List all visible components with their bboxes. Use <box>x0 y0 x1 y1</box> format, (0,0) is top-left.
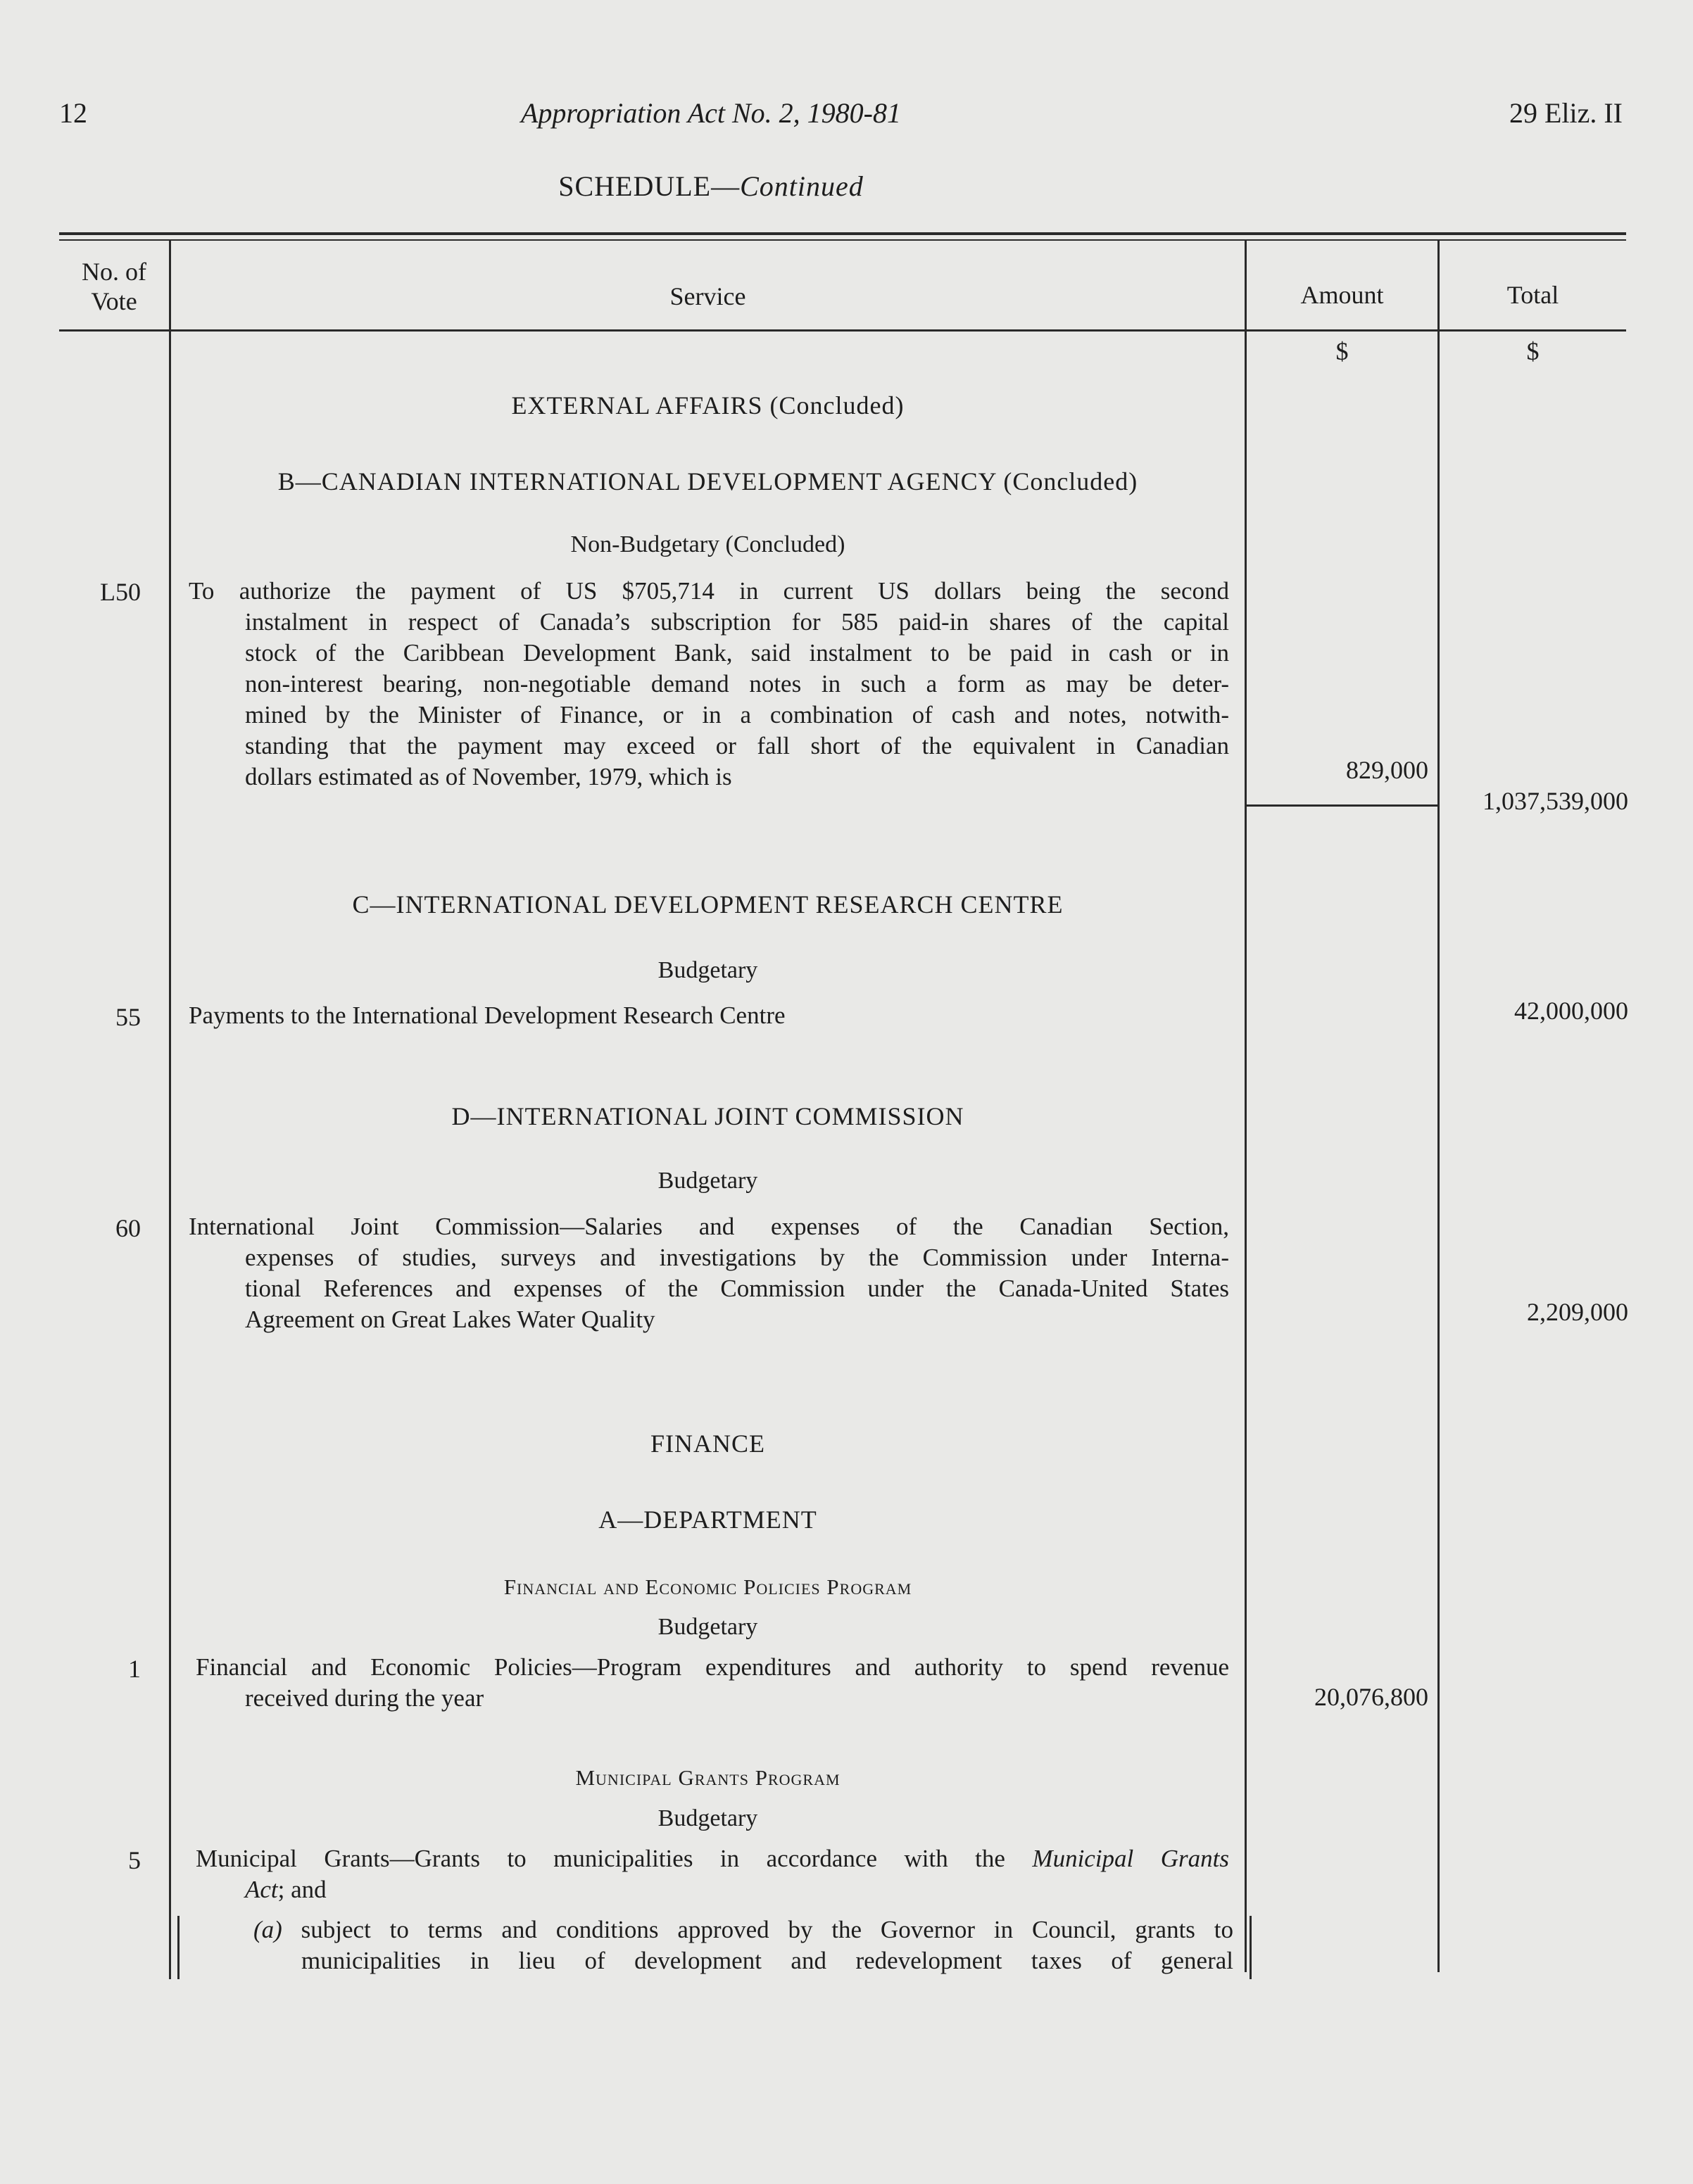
subheading-budgetary: Budgetary <box>657 1168 758 1194</box>
page-number: 12 <box>59 97 87 129</box>
vote-l50-line: To authorize the payment of US $705,714 in current US dollars being the second <box>189 577 1229 605</box>
subheading-budgetary: Budgetary <box>657 957 758 983</box>
vote-1-last-text: received during the year <box>245 1684 484 1712</box>
vote-number-55: 55 <box>115 1003 141 1031</box>
vote-l50-text <box>189 576 1229 793</box>
header-bottom-rule <box>59 329 1626 332</box>
vote-60-line: tional References and expenses of the Commission under the Canada-United States <box>245 1275 1229 1302</box>
vote-l50-last-line <box>189 762 1229 793</box>
item-a-line1-text: subject to terms and conditions approved by the Governor in Council, grants to <box>301 1916 1234 1943</box>
vote-1-amount: 20,076,800 <box>1314 1683 1428 1711</box>
vote-l50-line: mined by the Minister of Finance, or in a combination of cash and notes, notwith- <box>245 701 1229 728</box>
vote-5-act-word: Act <box>245 1876 278 1903</box>
subheading-budgetary: Budgetary <box>657 1805 758 1831</box>
vote-5-item-a-line: municipalities in lieu of development and redevelopment taxes of general <box>301 1947 1233 1974</box>
vote-55-line-text: Payments to the International Development Research Centre <box>189 1002 786 1029</box>
schedule-heading <box>0 170 1422 203</box>
amount-left-divider <box>1245 241 1247 1972</box>
vote-55-total: 42,000,000 <box>1514 997 1628 1025</box>
vote-60-line: International Joint Commission—Salaries and expenses of the Canadian Section, <box>189 1213 1229 1240</box>
vote-number-60: 60 <box>115 1214 141 1242</box>
vote-60-text <box>189 1211 1229 1335</box>
vote-l50-line: standing that the payment may exceed or fall short of the equivalent in Canadian <box>245 732 1229 759</box>
table-top-rule <box>59 232 1626 235</box>
section-heading-idrc: C—INTERNATIONAL DEVELOPMENT RESEARCH CENTRE <box>352 890 1064 919</box>
vote-l50-line: instalment in respect of Canada’s subscription for 585 paid-in shares of the capital <box>245 608 1229 636</box>
section-heading-finance: FINANCE <box>650 1429 765 1458</box>
vote-5-item-a <box>253 1914 1233 1976</box>
vote-l50-total: 1,037,539,000 <box>1483 787 1628 815</box>
vote-number-1: 1 <box>128 1655 141 1683</box>
vote-5-line2-rest: ; and <box>277 1876 327 1903</box>
column-header-vote <box>59 257 169 316</box>
schedule-heading-suffix: Continued <box>740 170 864 202</box>
subheading-non-budgetary: Non-Budgetary (Concluded) <box>570 531 845 557</box>
act-title: Appropriation Act No. 2, 1980-81 <box>521 97 901 129</box>
total-unit: $ <box>1526 337 1540 365</box>
vote-60-line: expenses of studies, surveys and investigations by the Commission under Interna- <box>245 1244 1229 1271</box>
table-top-rule-thin <box>59 239 1626 241</box>
schedule-heading-main: SCHEDULE— <box>558 170 741 202</box>
section-heading-cida: B—CANADIAN INTERNATIONAL DEVELOPMENT AGENCY (Concluded) <box>277 467 1138 495</box>
vote-1-line: Financial and Economic Policies—Program expenditures and authority to spend revenue <box>196 1653 1229 1681</box>
vote-5-line <box>189 1843 1229 1874</box>
column-header-total: Total <box>1506 281 1559 309</box>
vote-1-last-line <box>189 1683 1229 1714</box>
regnal-year: 29 Eliz. II <box>1509 97 1623 129</box>
vote-l50-last-text: dollars estimated as of November, 1979, which is <box>245 763 732 790</box>
subheading-budgetary: Budgetary <box>657 1614 758 1640</box>
vote-5-line <box>189 1874 1229 1905</box>
vote-60-total: 2,209,000 <box>1527 1298 1628 1326</box>
vote-60-last-line <box>189 1304 1229 1335</box>
vote-number-l50: L50 <box>100 578 141 606</box>
vote-number-5: 5 <box>128 1846 141 1874</box>
item-a-left-rule <box>177 1916 180 1979</box>
vote-5-item-a-line <box>253 1914 1233 1945</box>
program-heading-municipal-grants: Municipal Grants Program <box>575 1765 841 1790</box>
column-header-service: Service <box>669 282 746 310</box>
vote-l50-amount: 829,000 <box>1346 756 1428 784</box>
vote-55-line <box>189 1000 1229 1031</box>
section-heading-external-affairs: EXTERNAL AFFAIRS (Concluded) <box>511 391 905 419</box>
vote-55-text <box>189 1000 1229 1031</box>
section-heading-department: A—DEPARTMENT <box>598 1506 817 1534</box>
section-heading-ijc: D—INTERNATIONAL JOINT COMMISSION <box>451 1102 964 1130</box>
item-a-right-rule <box>1250 1916 1252 1979</box>
vote-l50-line: stock of the Caribbean Development Bank, said instalment to be paid in cash or in <box>245 639 1229 667</box>
vote-5-line1-text: Municipal Grants—Grants to municipalities in accordance with the <box>196 1845 1005 1872</box>
vote-5-act-name: Municipal Grants <box>1032 1845 1230 1872</box>
column-header-amount: Amount <box>1300 281 1384 309</box>
program-heading-fep: Financial and Economic Policies Program <box>503 1574 912 1599</box>
vote-1-text <box>189 1652 1229 1714</box>
column-header-vote-line2: Vote <box>91 287 137 315</box>
amount-unit: $ <box>1335 337 1349 365</box>
item-a-label: (a) <box>253 1916 282 1943</box>
amount-subtotal-rule <box>1245 804 1439 807</box>
vote-5-text <box>189 1843 1229 1905</box>
vote-60-last-text: Agreement on Great Lakes Water Quality <box>245 1306 655 1333</box>
column-header-vote-line1: No. of <box>82 258 146 286</box>
amount-right-divider <box>1437 241 1440 1972</box>
vote-l50-line: non-interest bearing, non-negotiable demand notes in such a form as may be deter- <box>245 670 1229 698</box>
